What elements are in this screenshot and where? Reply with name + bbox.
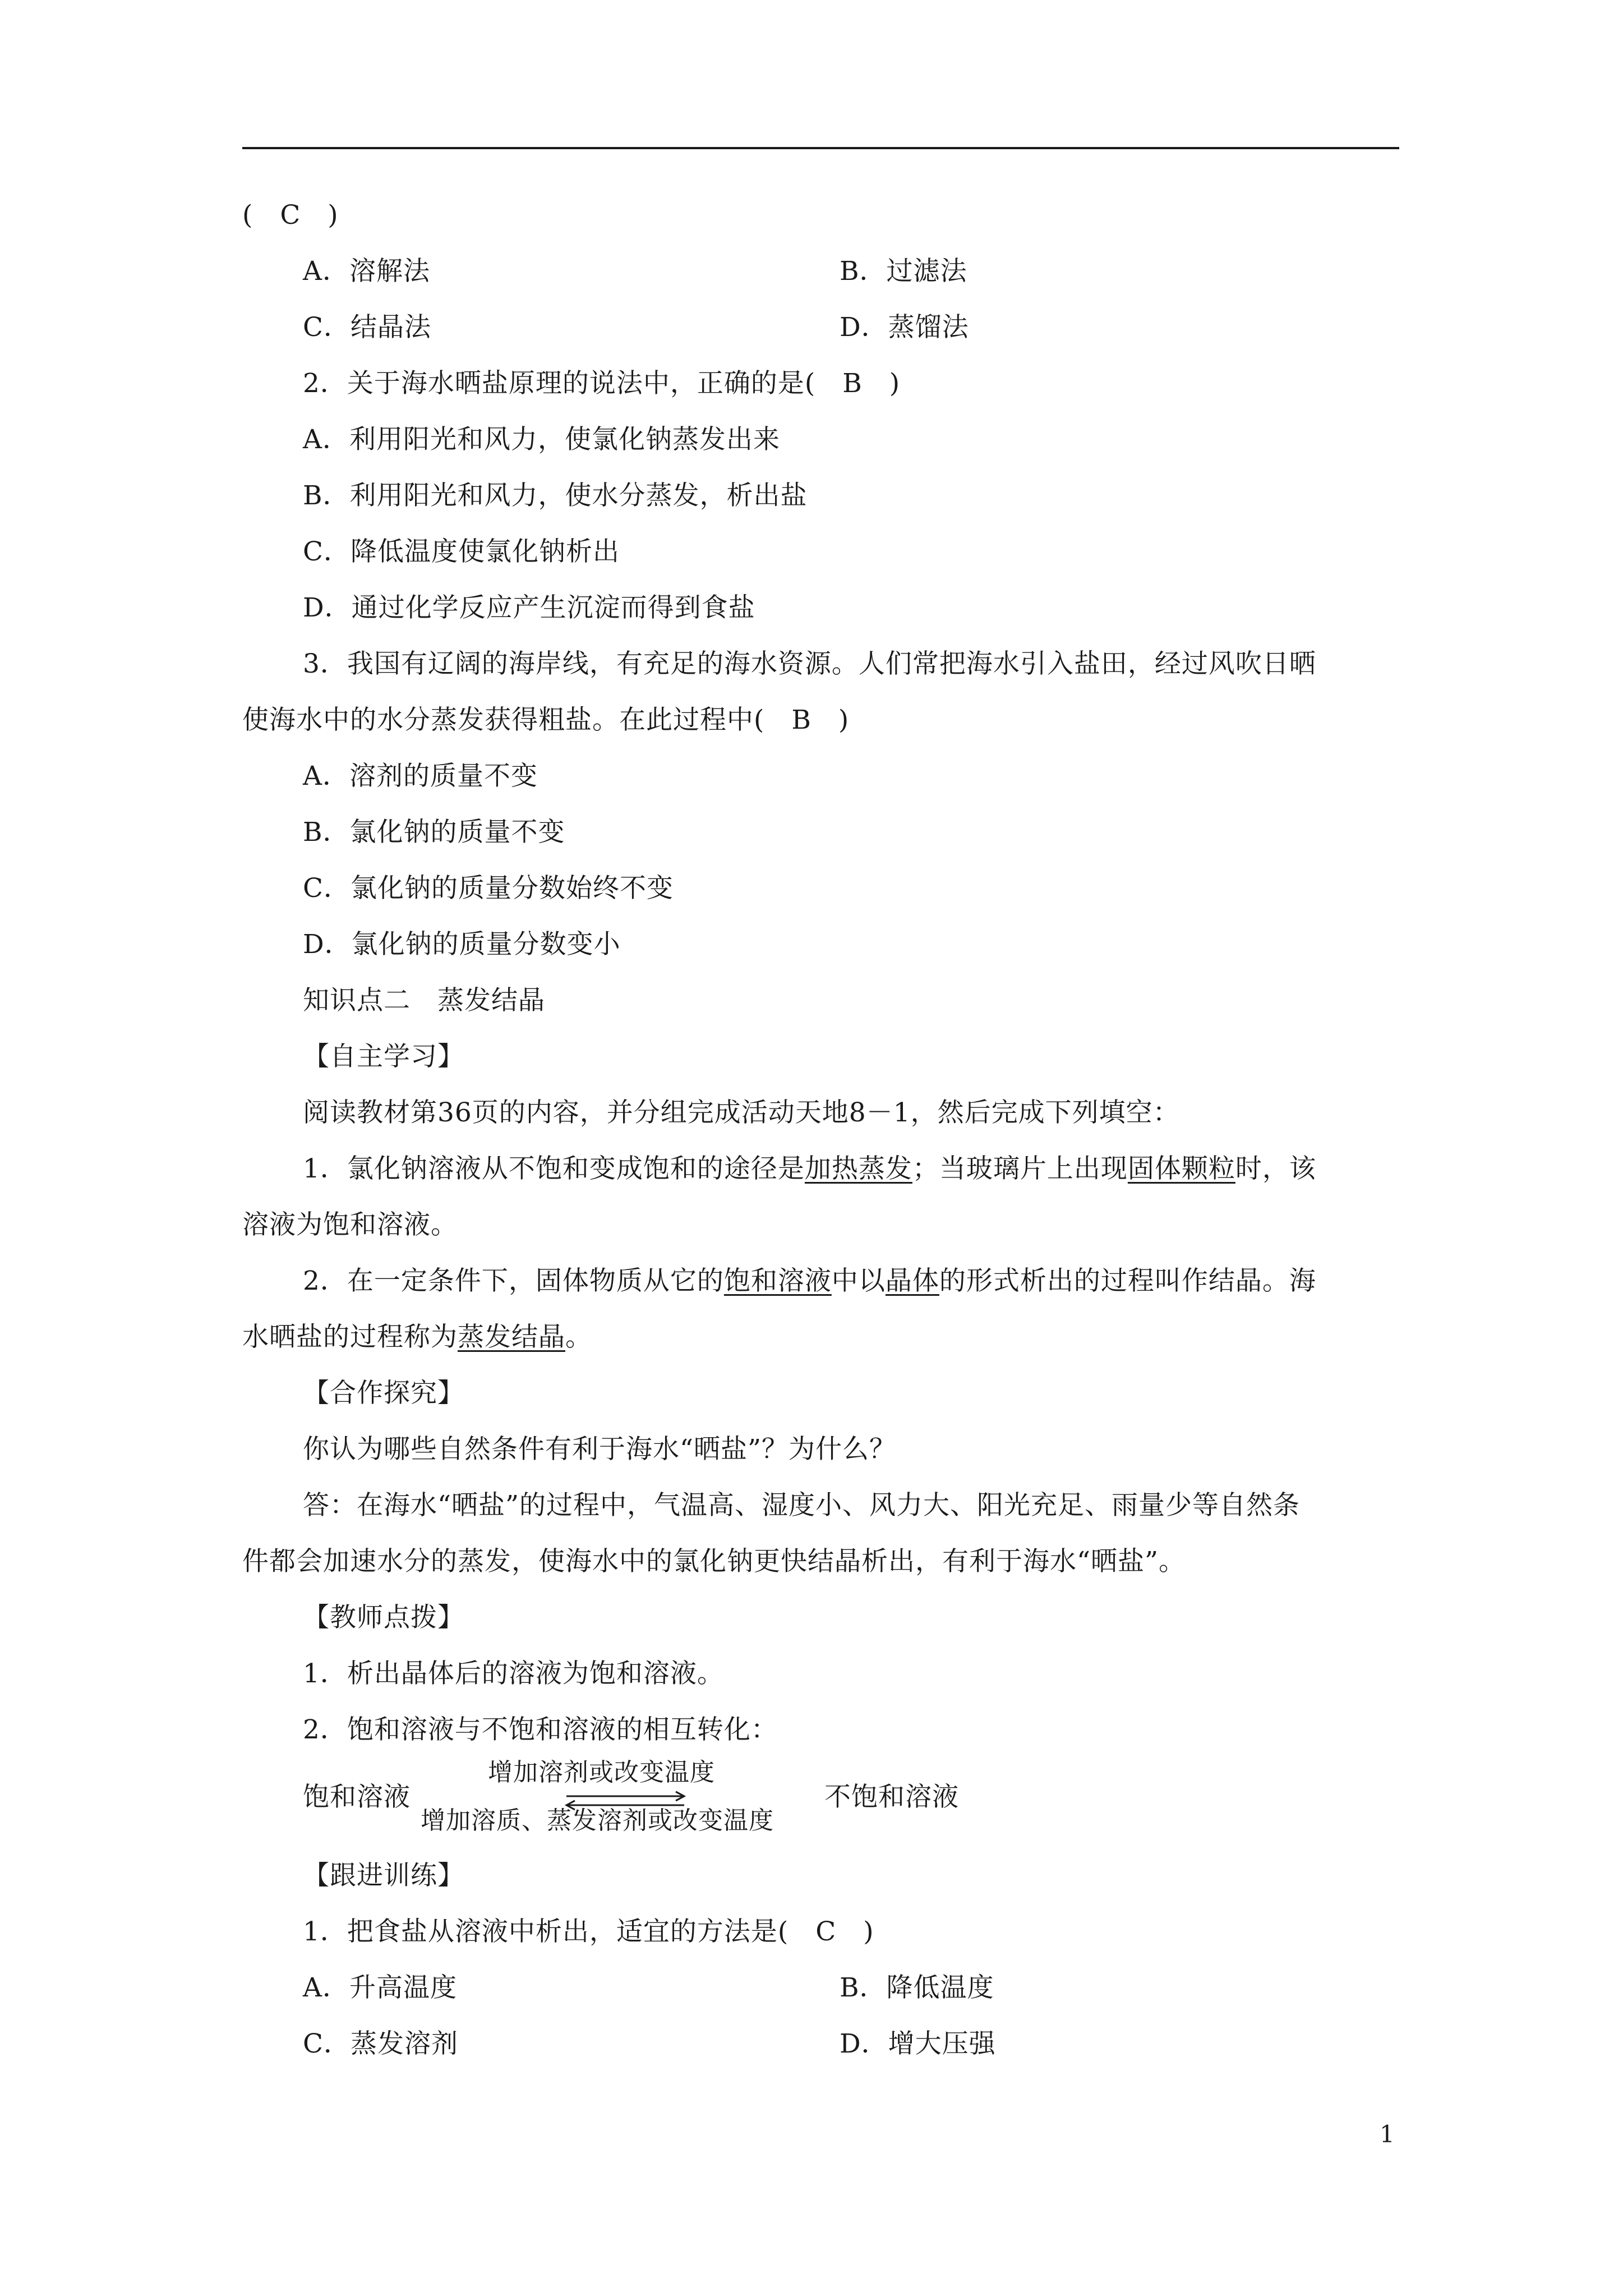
- self-study-heading: 【自主学习】: [303, 1041, 464, 1072]
- q3-option-a: A．溶剂的质量不变: [303, 761, 538, 792]
- blank-crystal: 晶体: [885, 1266, 939, 1296]
- blank-saturated-solution: 饱和溶液: [723, 1266, 832, 1296]
- q1-option-c: C．结晶法: [303, 312, 431, 343]
- q2-option-a: A．利用阳光和风力，使氯化钠蒸发出来: [303, 424, 780, 455]
- item2-text-c: 的形式析出的过程叫作结晶。海: [939, 1266, 1316, 1296]
- practice1-option-c: C．蒸发溶剂: [303, 2028, 458, 2059]
- answer-line2: 件都会加速水分的蒸发，使海水中的氯化钠更快结晶析出，有利于海水“晒盐”。: [242, 1546, 1186, 1577]
- blank-evaporative-crystallization: 蒸发结晶: [458, 1322, 565, 1352]
- teacher-heading: 【教师点拨】: [303, 1602, 464, 1633]
- header-rule: [242, 147, 1399, 149]
- tip-1: 1．析出晶体后的溶液为饱和溶液。: [303, 1658, 724, 1689]
- item1-text-a: 1．氯化钠溶液从不饱和变成饱和的途径是: [303, 1153, 805, 1184]
- item1-text-b: ；当玻璃片上出现: [912, 1153, 1128, 1184]
- q3-option-b: B．氯化钠的质量不变: [303, 817, 565, 848]
- section-title: 知识点二 蒸发结晶: [303, 985, 545, 1016]
- practice1-option-b: B．降低温度: [840, 1972, 994, 2003]
- q3-stem-line2: 使海水中的水分蒸发获得粗盐。在此过程中( B ): [242, 705, 850, 735]
- blank-solid-particles: 固体颗粒: [1127, 1153, 1235, 1184]
- page-number: 1: [1380, 2120, 1395, 2148]
- answer-line1: 答：在海水“晒盐”的过程中，气温高、湿度小、风力大、阳光充足、雨量少等自然条: [303, 1490, 1301, 1521]
- item2-text-d: 水晒盐的过程称为: [242, 1322, 458, 1352]
- item2-text-e: 。: [565, 1322, 592, 1352]
- conversion-bottom-condition: 增加溶质、蒸发溶剂或改变温度: [421, 1806, 774, 1835]
- q2-option-d: D．通过化学反应产生沉淀而得到食盐: [303, 592, 755, 623]
- tip-2: 2．饱和溶液与不饱和溶液的相互转化：: [303, 1714, 778, 1745]
- blank-heat-evaporate: 加热蒸发: [804, 1153, 912, 1184]
- item1-line2: 溶液为饱和溶液。: [242, 1209, 458, 1240]
- q1-answer: ( C ): [242, 200, 339, 231]
- practice1-option-d: D．增大压强: [840, 2028, 996, 2059]
- cooperate-heading: 【合作探究】: [303, 1378, 464, 1409]
- inquiry-question: 你认为哪些自然条件有利于海水“晒盐”？为什么？: [303, 1434, 897, 1465]
- intro-text: 阅读教材第36页的内容，并分组完成活动天地8－1，然后完成下列填空：: [303, 1097, 1180, 1128]
- item1-text-c: 时，该: [1235, 1153, 1316, 1184]
- item2-text-b: 中以: [831, 1266, 886, 1296]
- item2-line2: [242, 1324, 592, 1350]
- q2-option-b: B．利用阳光和风力，使水分蒸发，析出盐: [303, 480, 808, 511]
- q2-stem: 2．关于海水晒盐原理的说法中，正确的是( B ): [303, 368, 901, 399]
- practice1-stem: 1．把食盐从溶液中析出，适宜的方法是( C ): [303, 1916, 874, 1947]
- q1-option-b: B．过滤法: [840, 256, 967, 287]
- conversion-top-condition: 增加溶剂或改变温度: [488, 1758, 715, 1787]
- conversion-right-label: 不饱和溶液: [824, 1782, 959, 1812]
- practice-heading: 【跟进训练】: [303, 1860, 464, 1891]
- q3-option-d: D．氯化钠的质量分数变小: [303, 929, 621, 960]
- item1-line1: [303, 1153, 1316, 1184]
- q1-option-d: D．蒸馏法: [840, 312, 969, 343]
- practice1-option-a: A．升高温度: [303, 1972, 457, 2003]
- conversion-left-label: 饱和溶液: [303, 1782, 411, 1812]
- q3-option-c: C．氯化钠的质量分数始终不变: [303, 873, 674, 904]
- q1-option-a: A．溶解法: [303, 256, 430, 287]
- item2-line1: [303, 1268, 1316, 1294]
- q3-stem-line1: 3．我国有辽阔的海岸线，有充足的海水资源。人们常把海水引入盐田，经过风吹日晒: [303, 648, 1316, 679]
- item2-text-a: 2．在一定条件下，固体物质从它的: [303, 1266, 724, 1296]
- q2-option-c: C．降低温度使氯化钠析出: [303, 536, 620, 567]
